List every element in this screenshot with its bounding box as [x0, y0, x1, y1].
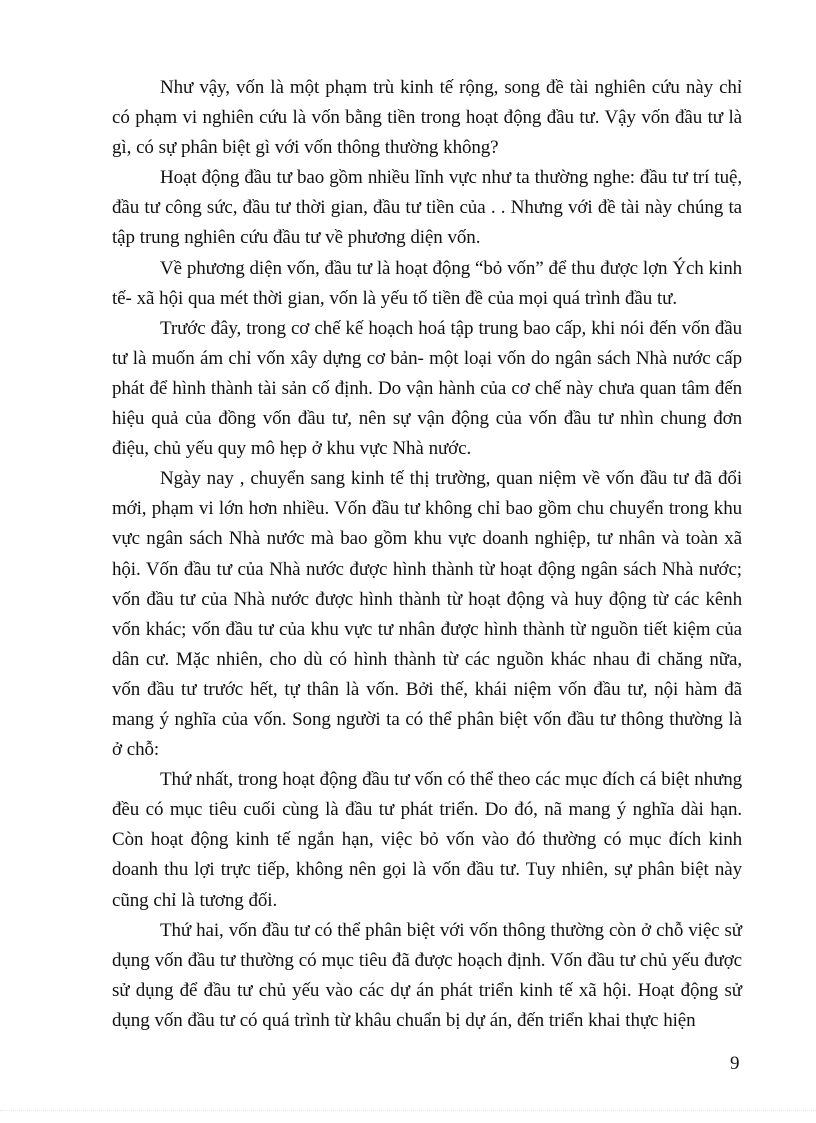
paragraph-3: Về phương diện vốn, đầu tư là hoạt động “bỏ vốn” để thu được lợn Ých kinh tế- xã hội qua mét thời gian, vốn là yếu tố tiền đề của mọi quá trình đầu tư.: [112, 257, 742, 309]
paragraph-5: Ngày nay , chuyển sang kinh tế thị trường, quan niệm về vốn đầu tư đã đổi mới, phạm vi lớn hơn nhiều. Vốn đầu tư không chỉ bao gồm chu chuyển trong khu vực ngân sách Nhà nước mà bao gồm khu vực doanh nghiệp, tư nhân và toàn xã hội. Vốn đầu tư của Nhà nước được hình thành từ hoạt động ngân sách Nhà nước; vốn đầu tư của Nhà nước được hình thành từ hoạt động và huy động từ các kênh vốn khác; vốn đầu tư của khu vực tư nhân được hình thành từ nguồn tiết kiệm của dân cư. Mặc nhiên, cho dù có hình thành từ các nguồn khác nhau đi chăng nữa, vốn đầu tư trước hết, tự thân là vốn. Bởi thế, khái niệm vốn đầu tư, nội hàm đã mang ý nghĩa của vốn. Song người ta có thể phân biệt vốn đầu tư thông thường là ở chỗ:: [112, 468, 742, 761]
paragraph-7: Thứ hai, vốn đầu tư có thể phân biệt với vốn thông thường còn ở chỗ việc sử dụng vốn đầu tư thường có mục tiêu đã được hoạch định. Vốn đầu tư chủ yếu được sử dụng để đầu tư chủ yếu vào các dự án phát triển kinh tế xã hội. Hoạt động sử dụng vốn đầu tư có quá trình từ khâu chuẩn bị dự án, đến triển khai thực hiện: [112, 919, 742, 1031]
paragraph-2: Hoạt động đầu tư bao gồm nhiều lĩnh vực như ta thường nghe: đầu tư trí tuệ, đầu tư công sức, đầu tư thời gian, đầu tư tiền của . . Nhưng với đề tài này chúng ta tập trung nghiên cứu đầu tư về phương diện vốn.: [112, 167, 742, 249]
footer-divider: [0, 1110, 816, 1111]
paragraph-1: Như vậy, vốn là một phạm trù kinh tế rộng, song đề tài nghiên cứu này chỉ có phạm vi nghiên cứu là vốn bằng tiền trong hoạt động đầu tư. Vậy vốn đầu tư là gì, có sự phân biệt gì với vốn thông thường không?: [112, 77, 742, 159]
body-text: [112, 73, 742, 1036]
paragraph-4: Trước đây, trong cơ chế kế hoạch hoá tập trung bao cấp, khi nói đến vốn đầu tư là muốn ám chỉ vốn xây dựng cơ bản- một loại vốn do ngân sách Nhà nước cấp phát để hình thành tài sản cố định. Do vận hành của cơ chế này chưa quan tâm đến hiệu quả của đồng vốn đầu tư, nên sự vận động của vốn đầu tư nhìn chung đơn điệu, chủ yếu quy mô hẹp ở khu vực Nhà nước.: [112, 317, 742, 460]
paragraph-6: Thứ nhất, trong hoạt động đầu tư vốn có thể theo các mục đích cá biệt nhưng đều có mục tiêu cuối cùng là đầu tư phát triển. Do đó, nã mang ý nghĩa dài hạn. Còn hoạt động kinh tế ngắn hạn, việc bỏ vốn vào đó thường có mục đích kinh doanh thu lợi trực tiếp, không nên gọi là vốn đầu tư. Tuy nhiên, sự phân biệt này cũng chỉ là tương đối.: [112, 769, 742, 911]
page-number: 9: [730, 1053, 740, 1074]
